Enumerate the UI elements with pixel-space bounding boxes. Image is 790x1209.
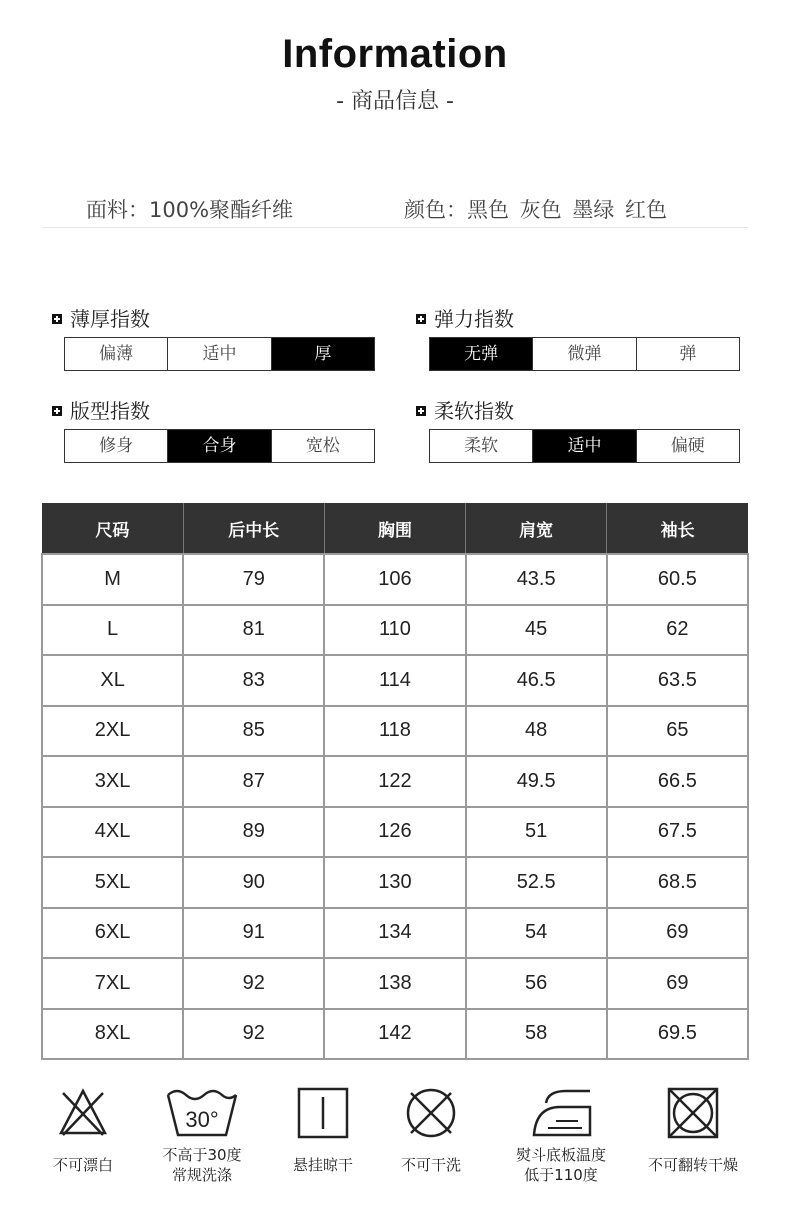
scale-option: 适中	[533, 430, 636, 462]
column-header: 肩宽	[466, 503, 607, 554]
table-row	[42, 958, 748, 1009]
index-title-label: 薄厚指数	[70, 307, 150, 331]
table-cell: 69.5	[607, 1009, 748, 1060]
care-label: 不高于30度 常规洗涤	[162, 1146, 242, 1184]
table-cell: 48	[466, 706, 607, 757]
fabric-info-row	[42, 194, 748, 228]
care-item-no-bleach	[23, 1085, 143, 1175]
table-cell: 92	[183, 958, 324, 1009]
column-header: 后中长	[183, 503, 324, 554]
table-cell: 114	[324, 655, 465, 706]
table-cell: 126	[324, 807, 465, 858]
care-label: 不可漂白	[52, 1156, 113, 1174]
table-cell: 46.5	[466, 655, 607, 706]
hang-dry-icon	[295, 1085, 351, 1141]
table-cell: 83	[183, 655, 324, 706]
no-bleach-icon	[55, 1085, 111, 1141]
table-row	[42, 756, 748, 807]
table-cell: 60.5	[607, 554, 748, 605]
table-cell: 43.5	[466, 554, 607, 605]
table-cell: 81	[183, 605, 324, 656]
scale-option: 无弹	[430, 338, 533, 370]
column-header: 胸围	[324, 503, 465, 554]
table-cell: 2XL	[42, 706, 183, 757]
table-header-row	[42, 503, 748, 554]
table-row	[42, 554, 748, 605]
table-cell: 8XL	[42, 1009, 183, 1060]
table-cell: 130	[324, 857, 465, 908]
bullet-plus-icon	[52, 314, 62, 324]
table-cell: 67.5	[607, 807, 748, 858]
fit-scale	[64, 429, 375, 463]
table-cell: 118	[324, 706, 465, 757]
care-label: 悬挂晾干	[292, 1156, 353, 1174]
care-label: 不可翻转干燥	[647, 1156, 738, 1174]
table-cell: 4XL	[42, 807, 183, 858]
scale-option: 适中	[168, 338, 271, 370]
care-label: 不可干洗	[400, 1156, 461, 1174]
wash-temperature: 30°	[185, 1107, 219, 1132]
table-cell: 6XL	[42, 908, 183, 959]
table-cell: 142	[324, 1009, 465, 1060]
table-cell: 65	[607, 706, 748, 757]
column-header: 袖长	[607, 503, 748, 554]
table-cell: 51	[466, 807, 607, 858]
table-cell: 87	[183, 756, 324, 807]
no-dry-clean-icon	[403, 1085, 459, 1141]
softness-scale	[429, 429, 740, 463]
care-item-wash-30	[142, 1085, 262, 1185]
page-subtitle: - 商品信息 -	[336, 89, 454, 114]
scale-option: 宽松	[305, 436, 340, 456]
table-cell: 52.5	[466, 857, 607, 908]
care-item-no-dry-clean	[371, 1085, 491, 1175]
table-cell: 106	[324, 554, 465, 605]
index-title-label: 弹力指数	[434, 307, 514, 331]
table-cell: 3XL	[42, 756, 183, 807]
table-cell: 58	[466, 1009, 607, 1060]
index-title-label: 柔软指数	[434, 399, 514, 423]
care-label: 熨斗底板温度 低于110度	[515, 1146, 606, 1184]
table-cell: 134	[324, 908, 465, 959]
scale-option: 厚	[272, 338, 374, 370]
table-row	[42, 908, 748, 959]
scale-option: 弹	[679, 344, 697, 364]
scale-option: 偏薄	[65, 338, 168, 370]
table-cell: 92	[183, 1009, 324, 1060]
thickness-scale	[64, 337, 375, 371]
table-cell: 62	[607, 605, 748, 656]
table-row	[42, 1009, 748, 1060]
bullet-plus-icon	[416, 406, 426, 416]
table-cell: L	[42, 605, 183, 656]
table-cell: 56	[466, 958, 607, 1009]
bullet-plus-icon	[52, 406, 62, 416]
wash-30-icon	[164, 1085, 240, 1141]
fabric-colors: 颜色：黑色 灰色 墨绿 红色	[404, 198, 668, 222]
table-cell: 68.5	[607, 857, 748, 908]
table-cell: 110	[324, 605, 465, 656]
page-title: Information	[282, 32, 508, 76]
elasticity-index-title	[416, 303, 514, 332]
no-tumble-dry-icon	[665, 1085, 721, 1141]
table-cell: 90	[183, 857, 324, 908]
table-cell: 85	[183, 706, 324, 757]
softness-index-title	[416, 395, 514, 424]
table-cell: 66.5	[607, 756, 748, 807]
elasticity-scale	[429, 337, 740, 371]
care-item-hang-dry	[263, 1085, 383, 1175]
size-chart-table	[41, 503, 749, 1060]
table-cell: 5XL	[42, 857, 183, 908]
table-cell: 7XL	[42, 958, 183, 1009]
table-cell: 122	[324, 756, 465, 807]
table-cell: 91	[183, 908, 324, 959]
table-cell: M	[42, 554, 183, 605]
table-cell: 49.5	[466, 756, 607, 807]
table-cell: 79	[183, 554, 324, 605]
scale-option: 偏硬	[670, 436, 705, 456]
table-row	[42, 706, 748, 757]
table-row	[42, 605, 748, 656]
iron-low-icon	[526, 1085, 596, 1141]
table-cell: 45	[466, 605, 607, 656]
table-row	[42, 857, 748, 908]
scale-option: 修身	[65, 430, 168, 462]
index-title-label: 版型指数	[70, 399, 150, 423]
table-cell: 69	[607, 908, 748, 959]
fit-index-title	[52, 395, 150, 424]
thickness-index-title	[52, 303, 150, 332]
table-cell: XL	[42, 655, 183, 706]
table-cell: 69	[607, 958, 748, 1009]
care-item-iron-low	[501, 1085, 621, 1185]
table-row	[42, 655, 748, 706]
care-item-no-tumble-dry	[633, 1085, 753, 1175]
table-row	[42, 807, 748, 858]
column-header: 尺码	[42, 503, 183, 554]
table-cell: 89	[183, 807, 324, 858]
scale-option: 柔软	[430, 430, 533, 462]
scale-option: 微弹	[533, 338, 636, 370]
bullet-plus-icon	[416, 314, 426, 324]
table-cell: 138	[324, 958, 465, 1009]
scale-option: 合身	[168, 430, 271, 462]
table-cell: 54	[466, 908, 607, 959]
table-cell: 63.5	[607, 655, 748, 706]
fabric-material: 面料：100%聚酯纤维	[86, 198, 294, 222]
